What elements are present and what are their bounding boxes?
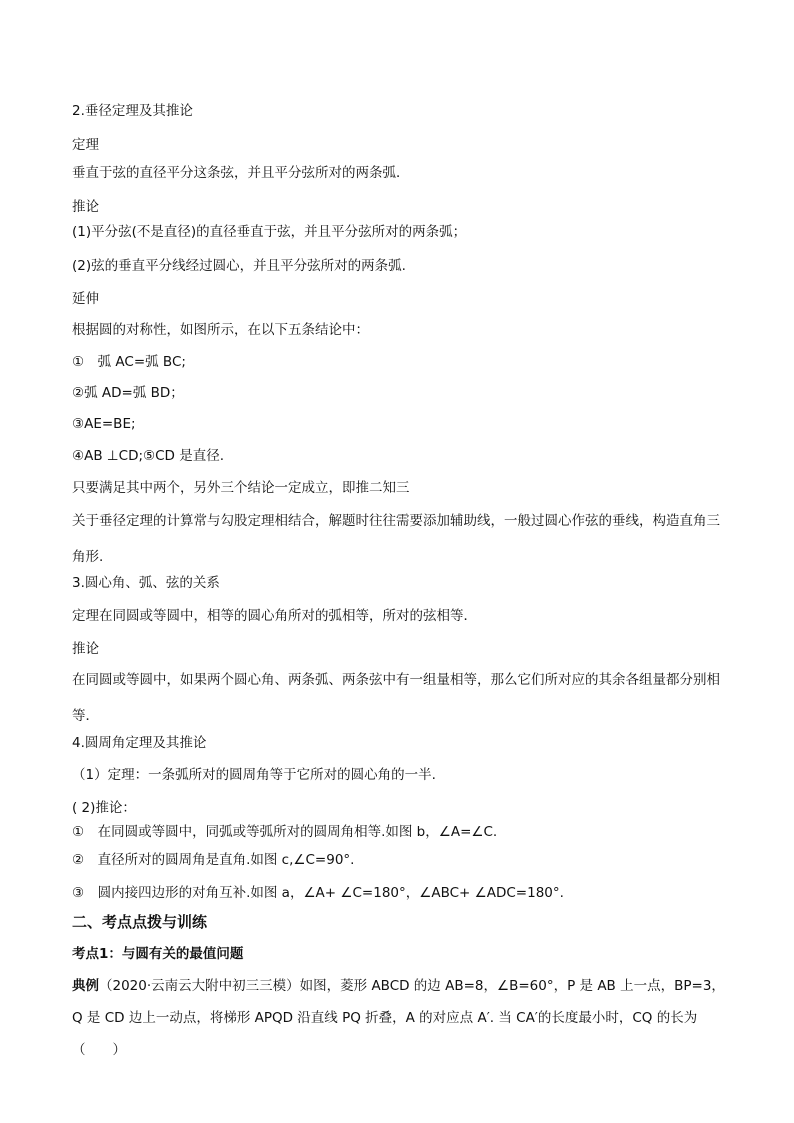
section3-title: 3.圆心角、弧、弦的关系 [72, 575, 220, 591]
section2-item-2: ②弧 AD=弧 BD； [72, 385, 184, 401]
section4-corollary-label: ( 2)推论： [72, 800, 136, 816]
section4-item-1: ① 在同圆或等圆中，同弧或等弧所对的圆周角相等.如图 b，∠A=∠C. [72, 824, 498, 840]
section3-corollary-text: 在同圆或等圆中，如果两个圆心角、两条弧、两条弦中有一组量相等，那么它们所对应的其余各组量都分别相等． [72, 672, 720, 724]
section4-item-2: ② 直径所对的圆周角是直角.如图 c,∠C=90°. [72, 852, 355, 868]
section2-rule: 只要满足其中两个，另外三个结论一定成立，即推二知三 [72, 480, 410, 496]
section3-corollary-label: 推论 [72, 641, 99, 657]
section2-item-45: ④AB ⊥CD;⑤CD 是直径. [72, 448, 225, 464]
section4-title: 4.圆周角定理及其推论 [72, 735, 207, 751]
section2-theorem-label: 定理 [72, 137, 99, 153]
kaodian-label: 考点1：与圆有关的最值问题 [72, 946, 244, 962]
section2-item-1: ① 弧 AC=弧 BC; [72, 354, 186, 370]
section2-corollary-label: 推论 [72, 199, 99, 215]
section2-corollary-2: (2)弦的垂直平分线经过圆心，并且平分弦所对的两条弧. [72, 258, 406, 274]
section2-theorem-text: 垂直于弦的直径平分这条弦，并且平分弦所对的两条弧． [72, 165, 410, 181]
section2-note: 关于垂径定理的计算常与勾股定理相结合，解题时往往需要添加辅助线，一般过圆心作弦的垂线，构造直角三角形. [72, 513, 720, 565]
part2-heading: 二、考点点拨与训练 [72, 913, 208, 931]
section2-extension-intro: 根据圆的对称性，如图所示，在以下五条结论中： [72, 322, 369, 338]
example-label: 典例 [72, 978, 99, 994]
section4-item-3: ③ 圆内接四边形的对角互补.如图 a，∠A+ ∠C=180°，∠ABC+ ∠ADC=180°. [72, 885, 564, 901]
example-paragraph [72, 970, 728, 1066]
example-text: （2020·云南云大附中初三三模）如图，菱形 ABCD 的边 AB=8，∠B=60°，P 是 AB 上一点，BP=3，Q 是 CD 边上一动点，将梯形 APQD 沿直线 PQ 折叠，A 的对应点 A′. 当 CA′的长度最小时，CQ 的长为（ ） [72, 978, 725, 1058]
section4-theorem: （1）定理：一条弧所对的圆周角等于它所对的圆心角的一半. [72, 767, 436, 783]
section2-extension-label: 延伸 [72, 291, 99, 307]
section2-title: 2.垂径定理及其推论 [72, 103, 193, 119]
section2-corollary-1: (1)平分弦(不是直径)的直径垂直于弦，并且平分弦所对的两条弧； [72, 224, 467, 240]
section3-theorem-text: 定理在同圆或等圆中，相等的圆心角所对的弧相等，所对的弦相等． [72, 608, 477, 624]
section2-item-3: ③AE=BE; [72, 416, 136, 432]
